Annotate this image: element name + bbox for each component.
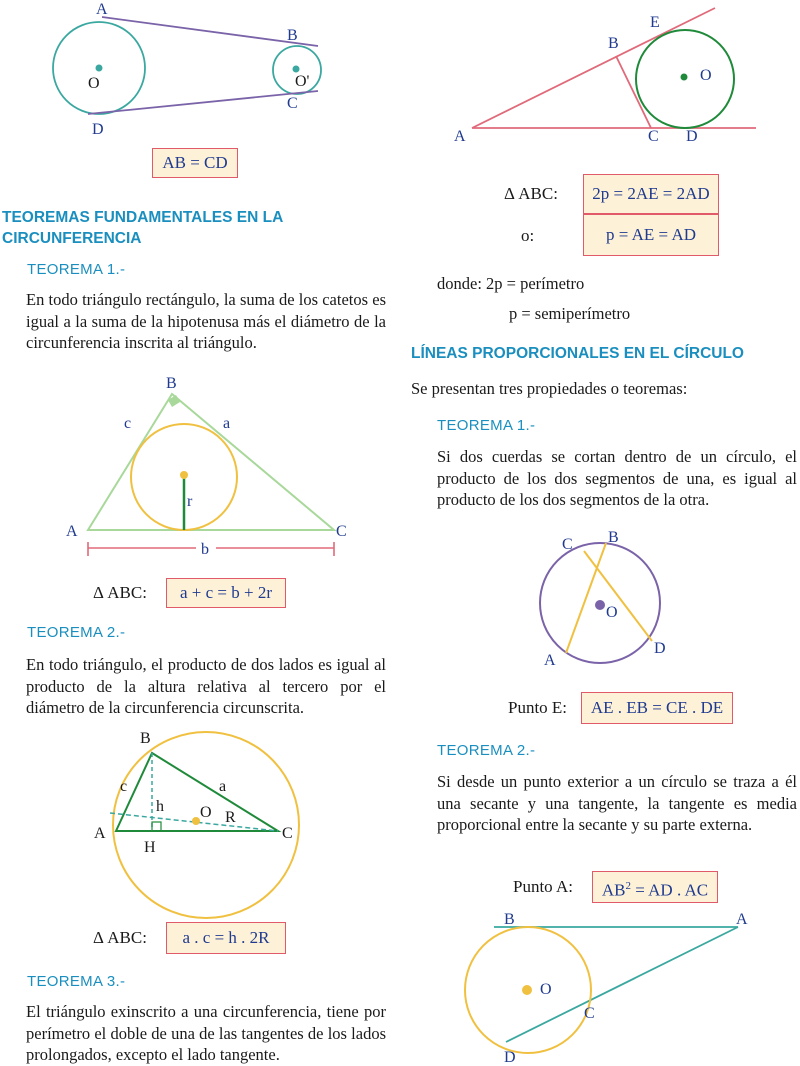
- thm1-label-c-side: c: [124, 415, 132, 432]
- exin-label-d: D: [686, 128, 698, 145]
- ts-label-o: O: [540, 981, 552, 998]
- thm1-label-c: C: [336, 523, 347, 540]
- thm1-label-b: B: [166, 375, 177, 392]
- thm1-label-b-side: b: [201, 541, 209, 558]
- theorem3-title: TEOREMA 3.-: [27, 973, 126, 990]
- belt-label-d: D: [92, 121, 104, 138]
- theorem1-formula-label: Δ ABC:: [93, 583, 147, 602]
- thm2-label-r: R: [225, 809, 236, 826]
- right-theorem1-formula-label: Punto E:: [508, 698, 568, 717]
- thm2-label-a: A: [94, 825, 106, 842]
- chords-label-d: D: [654, 640, 666, 657]
- theorem3-text: El triángulo exinscrito a una circunferencia, tiene por perímetro el doble de una de las tangentes de los lados prolongados, excepto el lado tangente.: [26, 1002, 386, 1064]
- section-title-proportional: LÍNEAS PROPORCIONALES EN EL CÍRCULO: [411, 345, 744, 362]
- belt-label-o: O: [88, 75, 100, 92]
- thm2-label-c: C: [282, 825, 293, 842]
- donde-line-1: donde: 2p = perímetro: [437, 274, 585, 293]
- thm2-label-h-foot: H: [144, 839, 156, 856]
- section-title-line2: CIRCUNFERENCIA: [2, 230, 142, 247]
- belt-label-c: C: [287, 95, 298, 112]
- right-theorem2-text: Si desde un punto exterior a un círculo se traza a él una secante y una tangente, la tangente es media proporcional entre la secante y su parte externa.: [437, 772, 797, 834]
- thm2-label-c-side: c: [120, 778, 128, 795]
- right-theorem1-title: TEOREMA 1.-: [437, 417, 536, 434]
- chords-label-a: A: [544, 652, 556, 669]
- exin-label-b: B: [608, 35, 619, 52]
- theorem1-formula: a + c = b + 2r: [166, 578, 286, 608]
- section-title-fundamental: [2, 207, 283, 249]
- exin-label-e: E: [650, 14, 660, 31]
- exin-formula-2: p = AE = AD: [583, 214, 719, 256]
- right-theorem1-text: Si dos cuerdas se cortan dentro de un círculo, el producto de los dos segmentos de una, es igual al producto de los dos segmentos de la otra.: [437, 447, 797, 509]
- inscribed-circle-figure: [60, 370, 390, 580]
- belt-tangents-figure: [30, 0, 360, 140]
- exin-formula-1: 2p = 2AE = 2AD: [583, 174, 719, 214]
- right-theorem2-title: TEOREMA 2.-: [437, 742, 536, 759]
- theorem2-text: En todo triángulo, el producto de dos lados es igual al producto de la altura relativa al tercero por el diámetro de la circunferencia circunscrita.: [26, 655, 386, 717]
- thm1-label-a-side: a: [223, 415, 231, 432]
- ts-label-b: B: [504, 911, 515, 928]
- donde-line-2: p = semiperímetro: [509, 304, 631, 323]
- theorem2-formula-label: Δ ABC:: [93, 928, 147, 947]
- theorem1-title: TEOREMA 1.-: [27, 261, 126, 278]
- chords-label-o: O: [606, 604, 618, 621]
- thm2-label-h: h: [156, 798, 164, 815]
- thm2-label-b: B: [140, 730, 151, 747]
- exin-label-o: O: [700, 67, 712, 84]
- exin-label-c: C: [648, 128, 659, 145]
- ts-label-c: C: [584, 1005, 595, 1022]
- thm1-label-r: r: [187, 493, 193, 510]
- ts-label-a: A: [736, 911, 748, 928]
- right-theorem2-formula-label: Punto A:: [513, 877, 573, 896]
- section-title-line1: TEOREMAS FUNDAMENTALES EN LA: [2, 209, 284, 226]
- thm2-label-o: O: [200, 804, 212, 821]
- intersecting-chords-figure: [530, 525, 730, 675]
- belt-label-b: B: [287, 27, 298, 44]
- belt-formula: AB = CD: [152, 148, 238, 178]
- formula-rest: = AD . AC: [630, 880, 709, 900]
- theorem2-formula: a . c = h . 2R: [166, 922, 286, 954]
- right-theorem1-formula: AE . EB = CE . DE: [581, 692, 733, 724]
- thm1-label-a: A: [66, 523, 78, 540]
- theorem2-title: TEOREMA 2.-: [27, 624, 126, 641]
- circumscribed-circle-figure: [80, 725, 400, 915]
- chords-label-c: C: [562, 536, 573, 553]
- exin-label-a: A: [454, 128, 466, 145]
- formula-ab: AB: [601, 880, 626, 900]
- chords-label-b: B: [608, 529, 619, 546]
- exin-formula-label: Δ ABC:: [504, 184, 558, 203]
- ts-label-d: D: [504, 1049, 516, 1066]
- right-theorem2-formula: [592, 871, 718, 903]
- belt-label-o-prime: O': [295, 73, 310, 90]
- exinscribed-circle-figure: [450, 0, 780, 145]
- thm2-label-a-side: a: [219, 778, 227, 795]
- formula-exponent: 2: [625, 880, 631, 892]
- exin-or-label: o:: [521, 226, 535, 245]
- belt-label-a: A: [96, 1, 108, 18]
- section2-intro: Se presentan tres propiedades o teoremas:: [411, 379, 688, 398]
- theorem1-text: En todo triángulo rectángulo, la suma de los catetos es igual a la suma de la hipotenusa más el diámetro de la circunferencia inscrita al triángulo.: [26, 290, 386, 352]
- tangent-secant-figure: [462, 910, 762, 1066]
